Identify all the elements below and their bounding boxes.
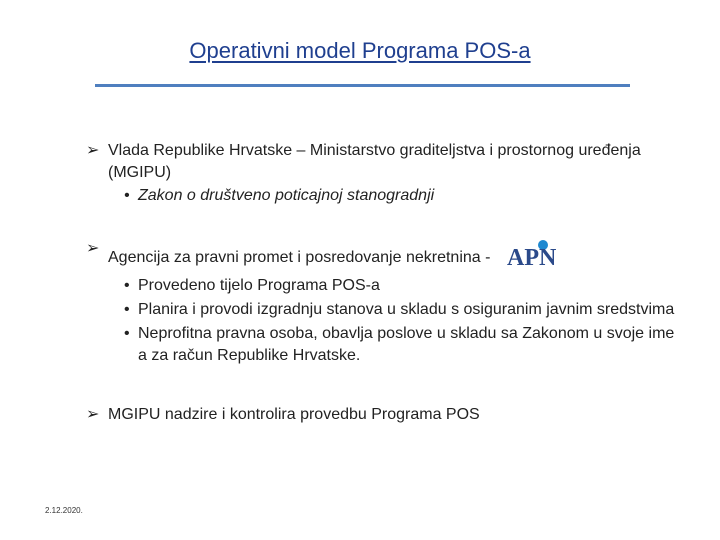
bullet-text: Agencija za pravni promet i posredovanje nekretnina - [108, 249, 491, 266]
sub-bullet-text: Zakon o društveno poticajnoj stanogradnji [138, 187, 435, 204]
bullet-text: MGIPU nadzire i kontrolira provedbu Programa POS [108, 406, 480, 423]
sub-bullet [86, 323, 686, 367]
sub-bullet [86, 299, 686, 321]
sub-bullet-text: Neprofitna pravna osoba, obavlja poslove u skladu sa Zakonom u svoje ime a za račun Republike Hrvatske. [138, 325, 675, 364]
arrow-bullet-icon: ➢ [86, 406, 100, 423]
sub-bullet [86, 185, 686, 207]
sub-bullet-text: Provedeno tijelo Programa POS-a [138, 277, 380, 294]
bullet-apn [86, 238, 686, 275]
arrow-bullet-icon: ➢ [86, 240, 100, 257]
bullet-text: Vlada Republike Hrvatske – Ministarstvo graditeljstva i prostornog uređenja (MGIPU) [108, 142, 641, 181]
bullet-mgipu [86, 140, 686, 184]
sub-bullet-text: Planira i provodi izgradnju stanova u skladu s osiguranim javnim sredstvima [138, 301, 675, 318]
bullet-mgipu-supervision [86, 404, 686, 426]
dot-bullet-icon: • [124, 277, 130, 294]
slide-date: 2.12.2020. [45, 506, 83, 515]
title-divider [95, 84, 630, 87]
sub-bullet [86, 275, 686, 297]
apn-logo-icon [505, 238, 557, 275]
slide-content [86, 140, 686, 426]
dot-bullet-icon: • [124, 187, 130, 204]
slide-title: Operativni model Programa POS-a [189, 38, 531, 63]
dot-bullet-icon: • [124, 301, 130, 318]
apn-logo-text: APN [506, 245, 557, 268]
dot-bullet-icon: • [124, 325, 130, 342]
arrow-bullet-icon: ➢ [86, 142, 100, 159]
